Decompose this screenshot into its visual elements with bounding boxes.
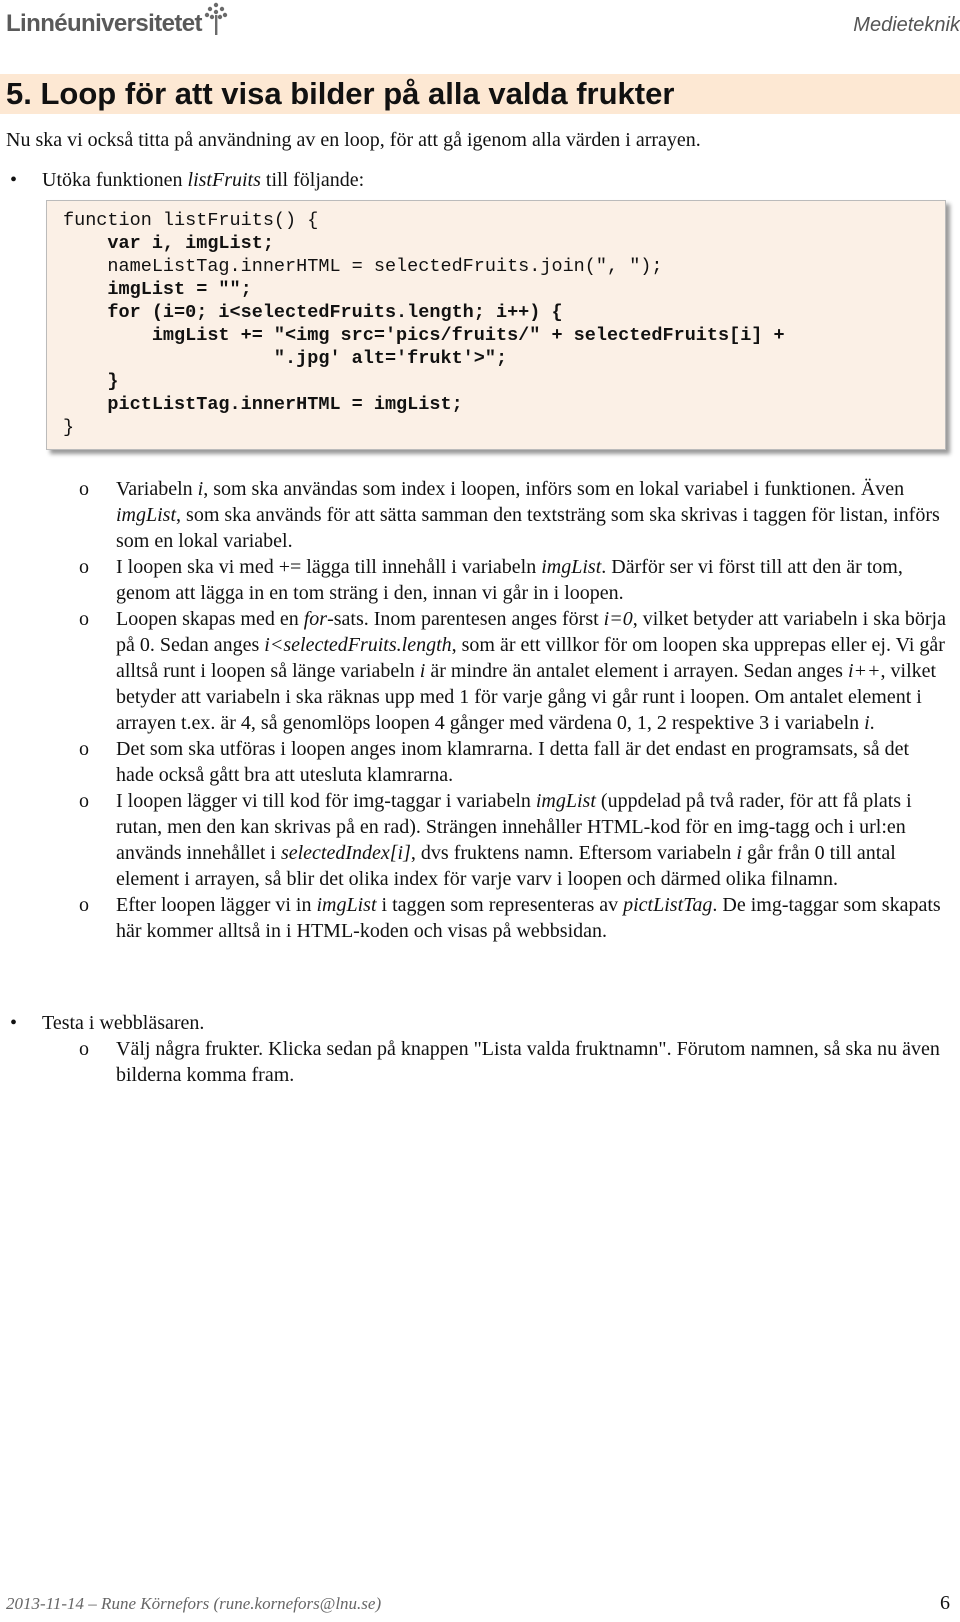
sub-list-text: Det som ska utföras i loopen anges inom klamrarna. I detta fall är det endast en programsats, så det hade också gått bra att utesluta klamrarna. — [116, 738, 910, 786]
sub-list-text: Efter loopen lägger vi in imgList i taggen som representeras av pictListTag. De img-taggar som skapats här kommer alltså in i HTML-koden och visas på webbsidan. — [116, 894, 941, 942]
sub-list-text: I loopen ska vi med += lägga till innehåll i variabeln imgList. Därför ser vi först till att den är tom, genom att lägga in en tom sträng i den, innan vi går in i loopen. — [116, 556, 903, 604]
bullet-text: Utöka funktionen listFruits till följande: — [42, 169, 365, 191]
tree-icon — [204, 2, 228, 36]
sub-list-item — [0, 892, 960, 944]
bullet-marker: • — [10, 169, 18, 191]
sub-bullet-marker: o — [79, 1038, 89, 1060]
sub-bullet-marker: o — [79, 738, 89, 760]
sub-list-item — [0, 554, 960, 606]
code-line: var i, imgList; — [63, 233, 274, 254]
sub-bullet-marker: o — [79, 556, 89, 578]
sub-list-test — [0, 1036, 960, 1088]
logo-text: Linnéuniversitetet — [6, 10, 202, 37]
page-number: 6 — [940, 1592, 950, 1614]
sub-list-text: Välj några frukter. Klicka sedan på knappen "Lista valda fruktnamn". Förutom namnen, så ska nu även bilderna komma fram. — [116, 1038, 940, 1086]
sub-bullet-marker: o — [79, 790, 89, 812]
sub-list-text: I loopen lägger vi till kod för img-taggar i variabeln imgList (uppdelad på två rader, för att få plats i rutan, men den kan skrivas på en rad). Strängen innehåller HTML-kod för en img-tagg och i url:en används innehållet i selectedIndex[i], dvs fruktens namn. Eftersom variabeln i går från 0 till antal element i arrayen, så blir det olika index för varje varv i loopen och därmed olika filnamn. — [116, 790, 912, 890]
bullet-text: Testa i webbläsaren. — [42, 1012, 205, 1034]
sub-list-text: Loopen skapas med en for-sats. Inom parentesen anges först i=0, vilket betyder att variabeln i ska börja på 0. Sedan anges i<selectedFruits.length, som är ett villkor för om loopen ska upprepas eller ej. Vi går alltså runt i loopen så länge variabeln i är mindre än antalet element i arrayen. Sedan anges i++, vilket betyder att variabeln i ska räknas upp med 1 för varje gång vi går runt i loopen. Om antalet element i arrayen t.ex. är 4, så genomlöps loopen 4 gånger med värdena 0, 1, 2 respektive 3 i variabeln i. — [116, 608, 946, 734]
code-line: } — [63, 417, 75, 438]
page-header — [0, 0, 960, 60]
sub-list-item — [0, 606, 960, 736]
sub-list-item — [0, 1036, 960, 1088]
section-title: 5. Loop för att visa bilder på alla valda frukter — [0, 74, 960, 114]
code-line: pictListTag.innerHTML = imgList; — [63, 394, 463, 415]
code-line: for (i=0; i<selectedFruits.length; i++) { — [63, 302, 563, 323]
code-line: imgList += "<img src='pics/fruits/" + selectedFruits[i] + — [63, 325, 785, 346]
sub-bullet-marker: o — [79, 894, 89, 916]
intro-paragraph: Nu ska vi också titta på användning av en loop, för att gå igenom alla värden i arrayen. — [6, 129, 701, 151]
code-block — [63, 209, 785, 439]
code-line: ".jpg' alt='frukt'>"; — [63, 348, 508, 369]
bullet-marker: • — [10, 1012, 18, 1034]
sub-list-item — [0, 788, 960, 892]
bullet-item-test — [6, 1010, 946, 1036]
code-line: nameListTag.innerHTML = selectedFruits.join(", "); — [63, 256, 663, 277]
sub-list-item — [0, 476, 960, 554]
code-box — [46, 200, 946, 450]
sub-bullet-marker: o — [79, 478, 89, 500]
sub-list-text: Variabeln i, som ska användas som index i loopen, införs som en lokal variabel i funktionen. Även imgList, som ska används för att sätta samman den textsträng som ska skrivas i taggen för listan, införs som en lokal variabel. — [116, 478, 940, 552]
code-line: imgList = ""; — [63, 279, 252, 300]
sub-list-item — [0, 736, 960, 788]
sub-bullet-marker: o — [79, 608, 89, 630]
university-logo — [6, 2, 228, 38]
footer-author: 2013-11-14 – Rune Körnefors (rune.kornefors@lnu.se) — [6, 1594, 382, 1613]
code-line: } — [63, 371, 119, 392]
sub-list — [0, 476, 960, 944]
department-label: Medieteknik — [853, 14, 960, 36]
code-line: function listFruits() { — [63, 210, 319, 231]
